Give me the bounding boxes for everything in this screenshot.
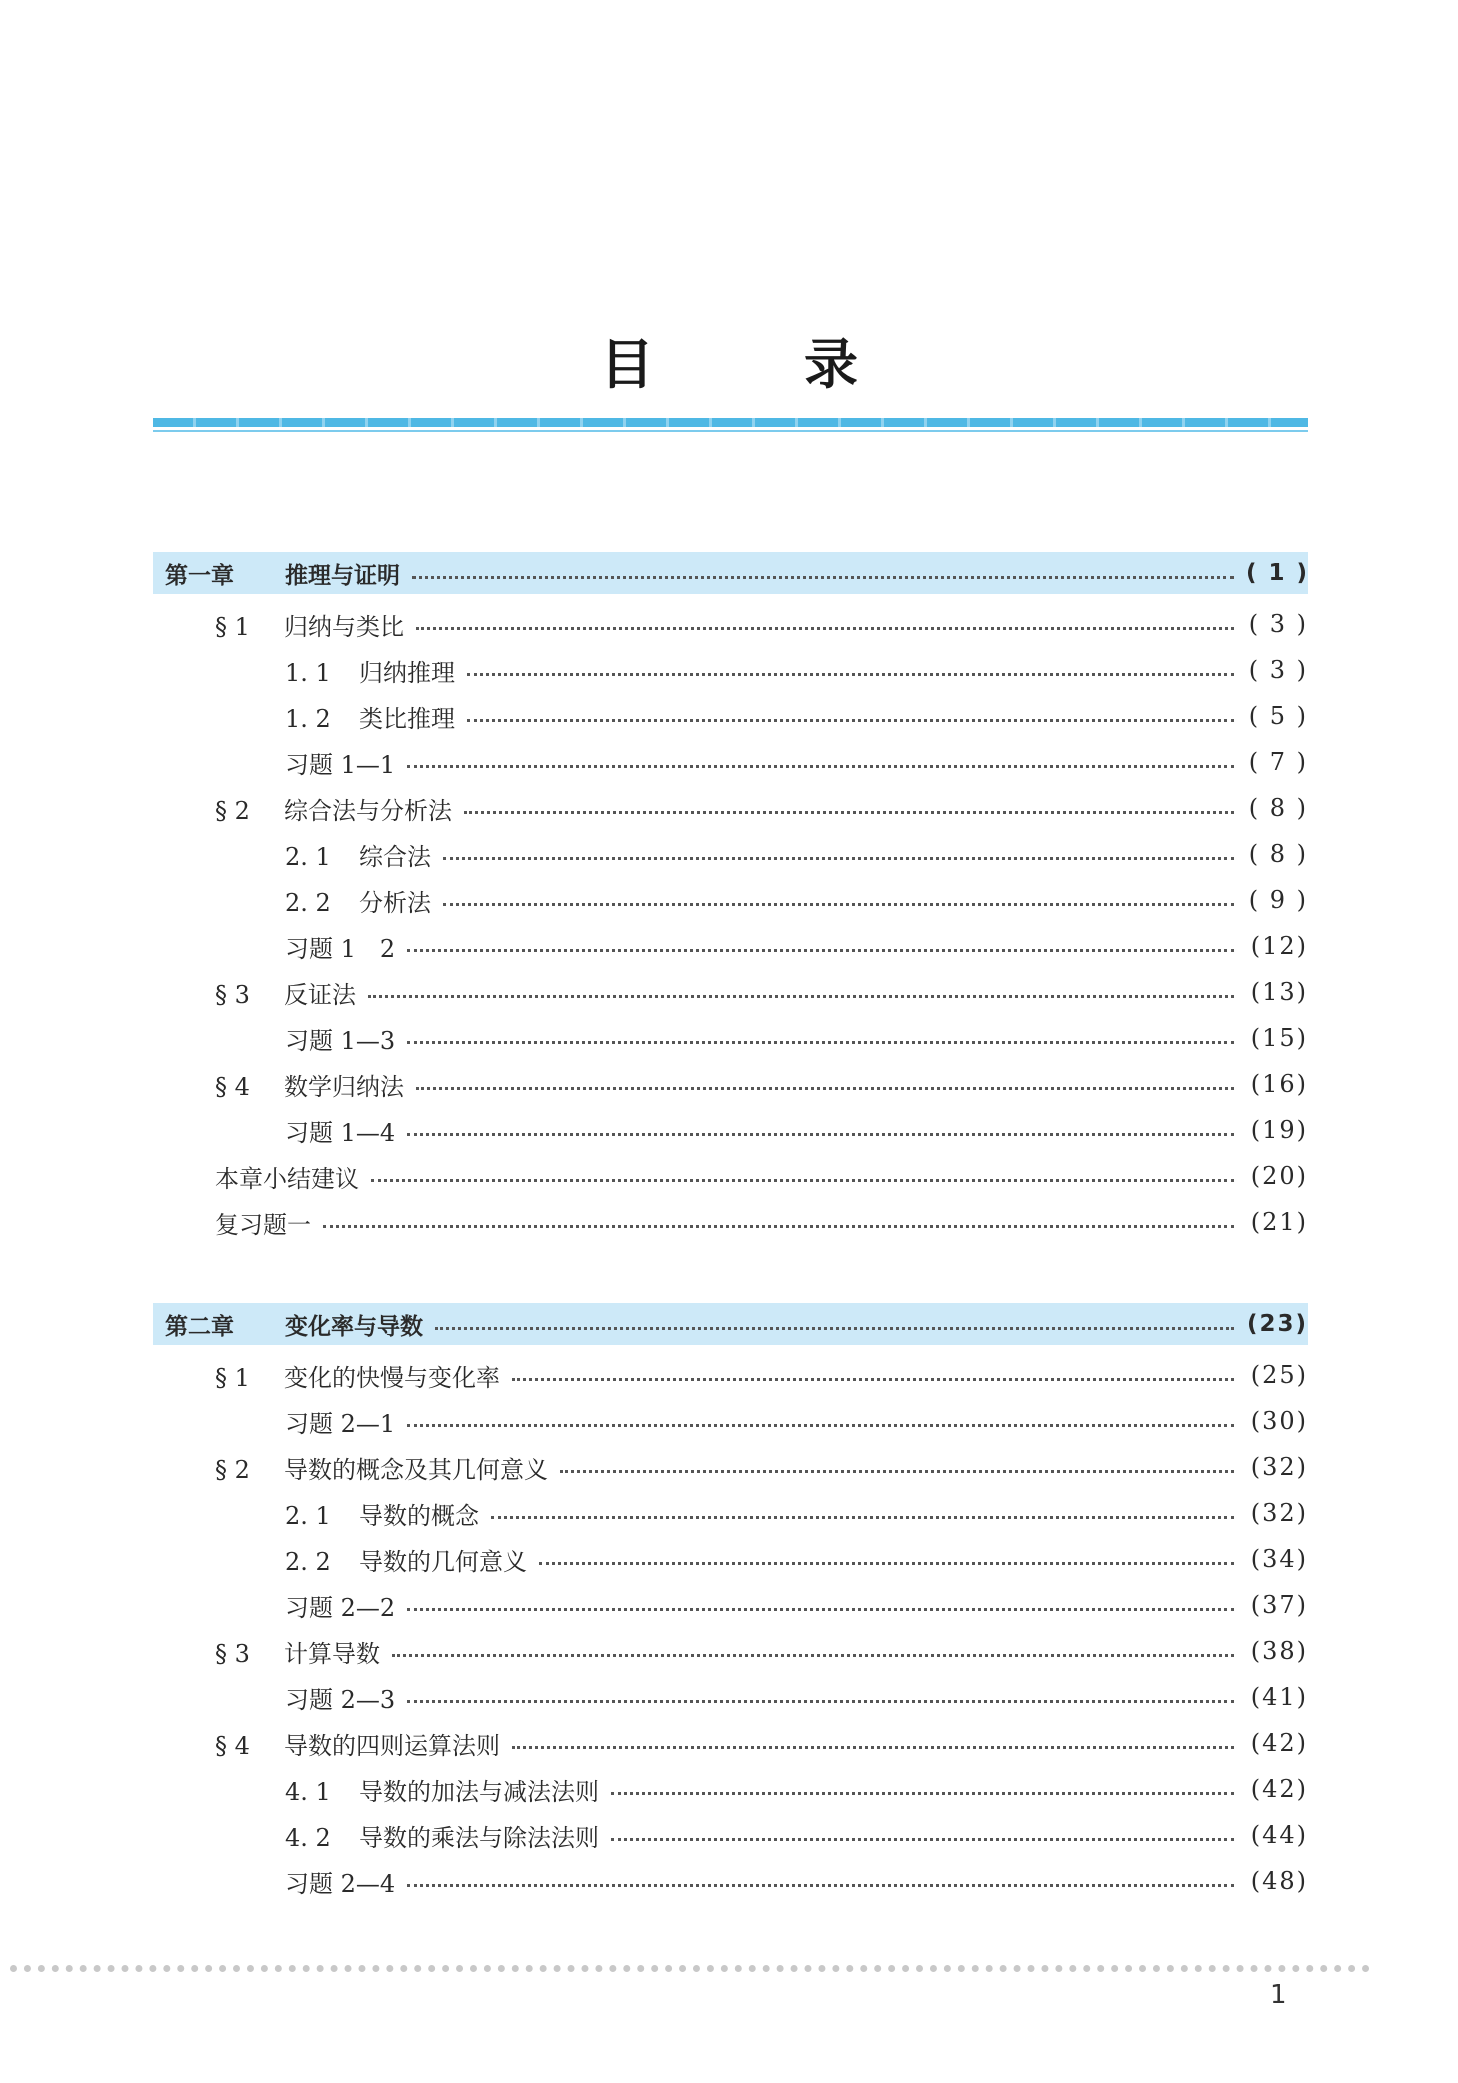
- leader-dots: [416, 627, 1234, 630]
- toc-entry-label: [285, 745, 395, 780]
- toc-entry-label: [215, 1205, 311, 1240]
- page-title: [0, 322, 1458, 399]
- leader-dots: [407, 949, 1234, 952]
- toc-entry[interactable]: [285, 1401, 1308, 1441]
- toc-entry-number: 2. 2: [285, 1547, 331, 1576]
- toc-entry-title: 导数的几何意义: [359, 1547, 527, 1576]
- leader-dots: [512, 1378, 1234, 1381]
- toc-entry-label: [215, 607, 404, 642]
- toc-entry[interactable]: [285, 926, 1308, 966]
- leader-dots: [611, 1792, 1234, 1795]
- toc-entry-title: 计算导数: [284, 1639, 380, 1668]
- leader-dots: [407, 1041, 1234, 1044]
- toc-entry-number: § 3: [215, 1639, 250, 1668]
- toc-entry[interactable]: [215, 1631, 1308, 1671]
- toc-entry-number: § 1: [215, 612, 250, 641]
- toc-entry-title: 反证法: [284, 980, 356, 1009]
- toc-page-number: ( 9 ): [1248, 886, 1308, 914]
- toc-entry[interactable]: [285, 650, 1308, 690]
- toc-entry-title: 本章小结建议: [215, 1164, 359, 1193]
- toc-entry[interactable]: [215, 1064, 1308, 1104]
- toc-entry-number: 第二章: [165, 1313, 234, 1340]
- toc-entry[interactable]: [285, 834, 1308, 874]
- toc-entry-title: 导数的概念及其几何意义: [284, 1455, 548, 1484]
- toc-entry[interactable]: [215, 788, 1308, 828]
- title-rule: [153, 418, 1308, 427]
- leader-dots: [560, 1470, 1234, 1473]
- toc-entry-label: [153, 557, 400, 590]
- leader-dots: [407, 1884, 1234, 1887]
- page-number: 1: [1270, 1980, 1287, 2010]
- toc-entry-label: [215, 1358, 500, 1393]
- toc-entry-title: 类比推理: [359, 704, 455, 733]
- leader-dots: [407, 1700, 1234, 1703]
- toc-entry-label: [215, 1726, 500, 1761]
- toc-page-number: ( 3 ): [1248, 610, 1308, 638]
- toc-page-number: (32): [1250, 1499, 1308, 1527]
- footer-divider: [10, 1965, 1370, 1972]
- toc-entry-number: 2. 1: [285, 842, 331, 871]
- toc-entry-title: 导数的乘法与除法法则: [359, 1823, 599, 1852]
- toc-page-number: (23): [1246, 1311, 1308, 1337]
- leader-dots: [491, 1516, 1234, 1519]
- leader-dots: [416, 1087, 1234, 1090]
- toc-entry-title: 变化的快慢与变化率: [284, 1363, 500, 1392]
- toc-page-number: (12): [1250, 932, 1308, 960]
- leader-dots: [392, 1654, 1234, 1657]
- toc-chapter-row[interactable]: [153, 1303, 1308, 1345]
- toc-page-number: ( 5 ): [1248, 702, 1308, 730]
- toc-page-number: ( 8 ): [1248, 840, 1308, 868]
- toc-entry-title: 导数的四则运算法则: [284, 1731, 500, 1760]
- toc-page-number: (16): [1250, 1070, 1308, 1098]
- toc-entry-number: 1. 2: [285, 704, 331, 733]
- toc-page-number: ( 1 ): [1246, 560, 1310, 586]
- toc-entry-label: [285, 1588, 395, 1623]
- toc-entry-title: 习题 1 2: [285, 934, 396, 963]
- toc-entry-label: [285, 1772, 599, 1807]
- toc-page-number: ( 3 ): [1248, 656, 1308, 684]
- title-char-2: 录: [804, 333, 858, 396]
- leader-dots: [323, 1225, 1234, 1228]
- toc-entry-number: 4. 1: [285, 1777, 331, 1806]
- toc-entry-title: 综合法: [359, 842, 431, 871]
- toc-entry-label: [285, 1680, 395, 1715]
- toc-entry-title: 分析法: [359, 888, 431, 917]
- leader-dots: [371, 1179, 1234, 1182]
- toc-entry-label: [215, 791, 452, 826]
- leader-dots: [611, 1838, 1234, 1841]
- leader-dots: [539, 1562, 1234, 1565]
- toc-page-number: (20): [1250, 1162, 1308, 1190]
- toc-entry-label: [153, 1308, 423, 1341]
- toc-entry-title: 复习题一: [215, 1210, 311, 1239]
- toc-entry-number: 第一章: [165, 562, 234, 589]
- toc-entry-label: [215, 1450, 548, 1485]
- toc-entry-title: 数学归纳法: [284, 1072, 404, 1101]
- toc-entry[interactable]: [285, 1815, 1308, 1855]
- toc-page-number: (37): [1250, 1591, 1308, 1619]
- toc-entry-label: [285, 1542, 527, 1577]
- toc-entry-number: § 4: [215, 1072, 250, 1101]
- toc-page-number: (21): [1250, 1208, 1308, 1236]
- toc-entry[interactable]: [215, 1723, 1308, 1763]
- toc-page-number: ( 7 ): [1248, 748, 1308, 776]
- leader-dots: [467, 673, 1234, 676]
- leader-dots: [443, 903, 1234, 906]
- toc-entry-label: [215, 975, 356, 1010]
- toc-entry-label: [215, 1634, 380, 1669]
- toc-entry-number: § 1: [215, 1363, 250, 1392]
- toc-entry-title: 导数的概念: [359, 1501, 479, 1530]
- toc-entry[interactable]: [285, 880, 1308, 920]
- leader-dots: [412, 576, 1234, 579]
- leader-dots: [407, 1424, 1234, 1427]
- toc-page-number: (15): [1250, 1024, 1308, 1052]
- toc-chapter-row[interactable]: [153, 552, 1308, 594]
- toc-entry-title: 习题 1—1: [285, 750, 396, 779]
- leader-dots: [443, 857, 1234, 860]
- toc-entry-title: 习题 2—4: [285, 1869, 396, 1898]
- toc-entry-number: § 4: [215, 1731, 250, 1760]
- toc-entry-number: 4. 2: [285, 1823, 331, 1852]
- toc-entry-label: [285, 1496, 479, 1531]
- toc-entry-label: [285, 883, 431, 918]
- toc-page-number: (19): [1250, 1116, 1308, 1144]
- toc-page-number: (38): [1250, 1637, 1308, 1665]
- toc-entry[interactable]: [215, 1355, 1308, 1395]
- toc-page-number: (42): [1250, 1775, 1308, 1803]
- toc-entry[interactable]: [285, 1493, 1308, 1533]
- toc-page-number: (41): [1250, 1683, 1308, 1711]
- leader-dots: [435, 1327, 1234, 1330]
- toc-entry[interactable]: [215, 604, 1308, 644]
- toc-entry-number: 2. 1: [285, 1501, 331, 1530]
- toc-entry-label: [285, 1864, 395, 1899]
- toc-entry-title: 综合法与分析法: [284, 796, 452, 825]
- leader-dots: [467, 719, 1234, 722]
- toc-entry-label: [285, 837, 431, 872]
- toc-entry[interactable]: [285, 1677, 1308, 1717]
- toc-page-number: (25): [1250, 1361, 1308, 1389]
- toc-entry-number: § 2: [215, 796, 250, 825]
- toc-entry[interactable]: [285, 1539, 1308, 1579]
- leader-dots: [368, 995, 1234, 998]
- toc-entry-title: 习题 1—4: [285, 1118, 396, 1147]
- toc-page-number: (32): [1250, 1453, 1308, 1481]
- toc-entry[interactable]: [215, 972, 1308, 1012]
- title-char-1: 目: [600, 333, 654, 396]
- toc-entry-label: [285, 1021, 395, 1056]
- toc-page-number: (42): [1250, 1729, 1308, 1757]
- toc-page-number: ( 8 ): [1248, 794, 1308, 822]
- toc-entry-number: 2. 2: [285, 888, 331, 917]
- toc-entry-title: 推理与证明: [285, 562, 400, 589]
- toc-entry[interactable]: [285, 1861, 1308, 1901]
- toc-entry-title: 习题 1—3: [285, 1026, 396, 1055]
- toc-entry-label: [215, 1159, 359, 1194]
- leader-dots: [464, 811, 1234, 814]
- toc-entry-title: 归纳推理: [359, 658, 455, 687]
- toc-entry[interactable]: [285, 1769, 1308, 1809]
- toc-entry-number: § 3: [215, 980, 250, 1009]
- leader-dots: [512, 1746, 1234, 1749]
- toc-entry-label: [215, 1067, 404, 1102]
- toc-entry-label: [285, 929, 395, 964]
- leader-dots: [407, 1608, 1234, 1611]
- toc-entry-label: [285, 1404, 395, 1439]
- toc-entry-number: 1. 1: [285, 658, 331, 687]
- toc-page-number: (30): [1250, 1407, 1308, 1435]
- toc-entry[interactable]: [215, 1202, 1308, 1242]
- toc-page-number: (13): [1250, 978, 1308, 1006]
- toc-entry-label: [285, 1818, 599, 1853]
- toc-entry[interactable]: [285, 1110, 1308, 1150]
- toc-entry[interactable]: [215, 1156, 1308, 1196]
- toc-entry-label: [285, 1113, 395, 1148]
- toc-entry[interactable]: [215, 1447, 1308, 1487]
- toc-entry[interactable]: [285, 742, 1308, 782]
- leader-dots: [407, 1133, 1234, 1136]
- toc-entry-label: [285, 653, 455, 688]
- toc-entry-title: 习题 2—1: [285, 1409, 396, 1438]
- toc-entry-title: 导数的加法与减法法则: [359, 1777, 599, 1806]
- toc-page-number: (34): [1250, 1545, 1308, 1573]
- toc-page-number: (48): [1250, 1867, 1308, 1895]
- toc-entry-number: § 2: [215, 1455, 250, 1484]
- toc-entry[interactable]: [285, 1585, 1308, 1625]
- toc-entry[interactable]: [285, 696, 1308, 736]
- toc-entry[interactable]: [285, 1018, 1308, 1058]
- toc-entry-title: 归纳与类比: [284, 612, 404, 641]
- leader-dots: [407, 765, 1234, 768]
- toc-entry-title: 变化率与导数: [285, 1313, 423, 1340]
- toc-entry-label: [285, 699, 455, 734]
- toc-entry-title: 习题 2—2: [285, 1593, 396, 1622]
- title-rule-thin: [153, 430, 1308, 432]
- toc-page-number: (44): [1250, 1821, 1308, 1849]
- toc-entry-title: 习题 2—3: [285, 1685, 396, 1714]
